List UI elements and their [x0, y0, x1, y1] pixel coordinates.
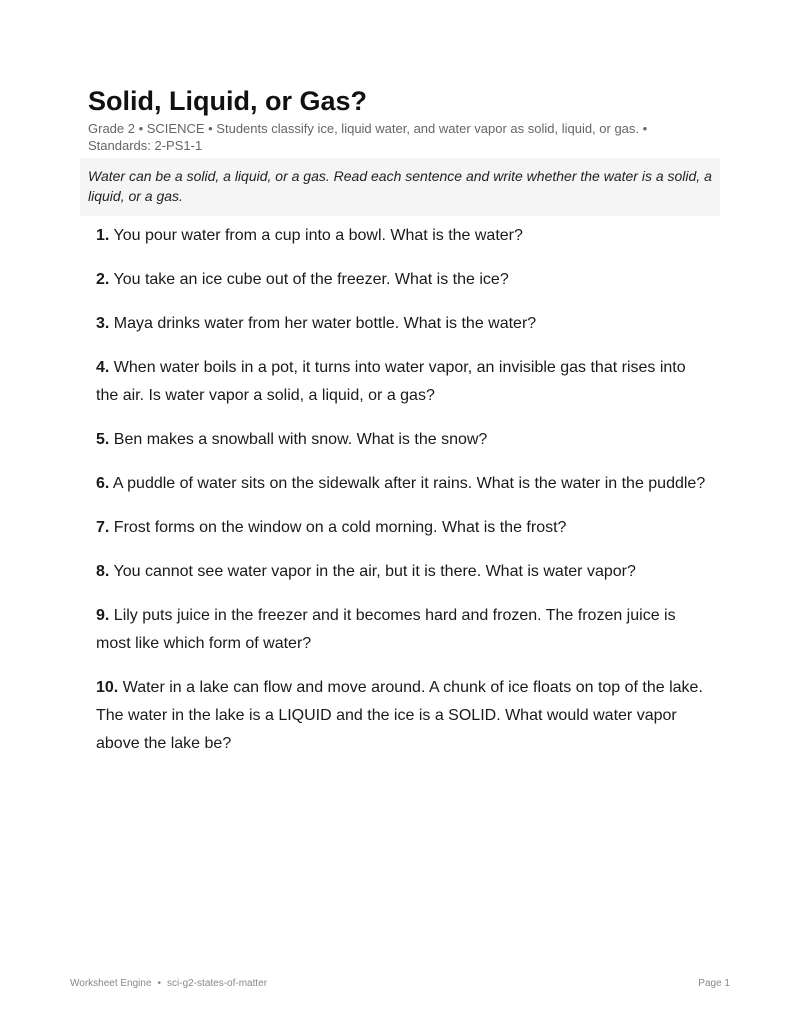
question-item	[96, 470, 706, 498]
question-text: You pour water from a cup into a bowl. What is the water?	[113, 227, 523, 244]
question-number: 8.	[96, 563, 110, 580]
footer-source	[70, 978, 267, 989]
question-number: 6.	[96, 475, 110, 492]
footer-engine: Worksheet Engine	[70, 978, 152, 989]
question-text: When water boils in a pot, it turns into water vapor, an invisible gas that rises into the air. Is water vapor a solid, a liquid, or a gas?	[96, 359, 686, 404]
worksheet-meta: Grade 2 • SCIENCE • Students classify ice, liquid water, and water vapor as solid, liquid, or gas. • Standards: 2-PS1-1	[88, 121, 648, 153]
question-text: You cannot see water vapor in the air, but it is there. What is water vapor?	[113, 563, 636, 580]
question-list	[96, 222, 706, 774]
question-text: A puddle of water sits on the sidewalk after it rains. What is the water in the puddle?	[112, 475, 706, 492]
question-number: 4.	[96, 359, 110, 376]
question-number: 2.	[96, 271, 110, 288]
question-text: You take an ice cube out of the freezer. What is the ice?	[113, 271, 509, 288]
question-item	[96, 426, 706, 454]
question-number: 9.	[96, 607, 110, 624]
question-item	[96, 222, 706, 250]
question-number: 10.	[96, 679, 119, 696]
question-item	[96, 310, 706, 338]
question-text: Lily puts juice in the freezer and it becomes hard and frozen. The frozen juice is most like which form of water?	[96, 607, 676, 652]
question-item	[96, 674, 706, 758]
question-text: Ben makes a snowball with snow. What is the snow?	[113, 431, 488, 448]
footer-worksheet-id: sci-g2-states-of-matter	[167, 978, 268, 989]
question-item	[96, 354, 706, 410]
question-item	[96, 514, 706, 542]
question-item	[96, 266, 706, 294]
question-item	[96, 558, 706, 586]
page-footer	[70, 978, 730, 989]
question-number: 7.	[96, 519, 110, 536]
question-number: 5.	[96, 431, 110, 448]
footer-page-number: Page 1	[698, 978, 730, 989]
question-text: Water in a lake can flow and move around. A chunk of ice floats on top of the lake. The water in the lake is a LIQUID and the ice is a SOLID. What would water vapor above the lake be?	[96, 679, 703, 752]
footer-separator: •	[157, 978, 162, 989]
page-title: Solid, Liquid, or Gas?	[88, 86, 368, 116]
question-number: 3.	[96, 315, 110, 332]
question-number: 1.	[96, 227, 110, 244]
question-text: Maya drinks water from her water bottle. What is the water?	[113, 315, 537, 332]
question-text: Frost forms on the window on a cold morning. What is the frost?	[113, 519, 567, 536]
question-item	[96, 602, 706, 658]
instructions-box: Water can be a solid, a liquid, or a gas. Read each sentence and write whether the water is a solid, a liquid, or a gas.	[80, 158, 720, 216]
